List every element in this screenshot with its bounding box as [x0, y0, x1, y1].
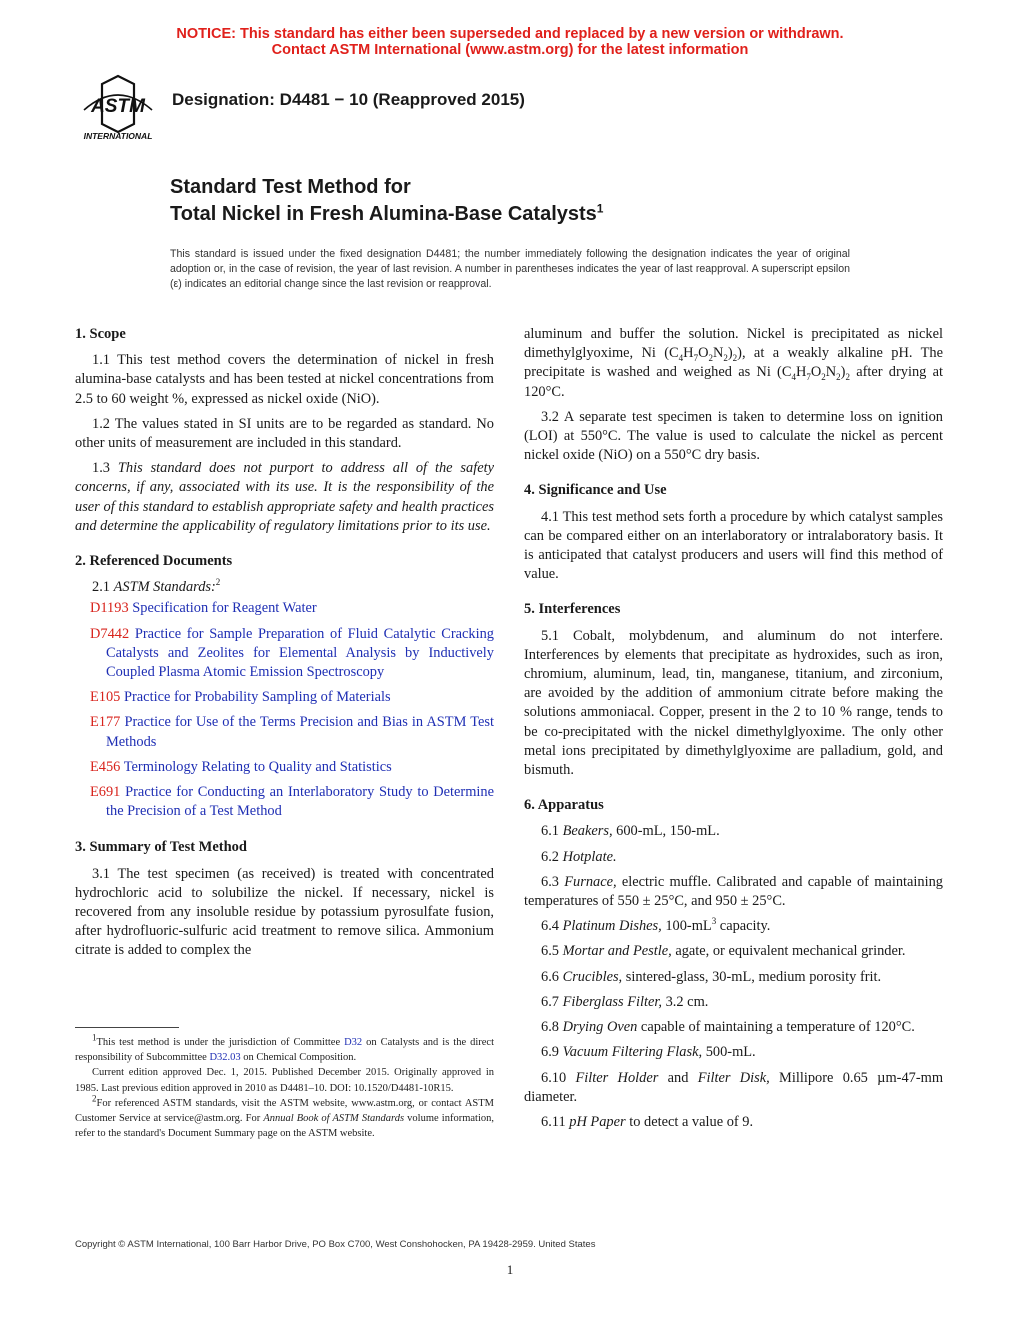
para-4-1: 4.1 This test method sets forth a procedure by which catalyst samples can be compared either on an interlaboratory or intralaboratory basis. It is anticipated that catalyst producers and users will find this method of value. — [524, 508, 943, 583]
logo-subtitle: INTERNATIONAL — [83, 131, 153, 141]
designation: Designation: D4481 − 10 (Reapproved 2015) — [172, 90, 525, 109]
astm-logo — [74, 72, 162, 142]
para-3-2: 3.2 A separate test specimen is taken to determine loss on ignition (LOI) at 550°C. The value is used to calculate the nickel as percent nickel oxide (NiO) on a 550°C dry basis. — [524, 408, 943, 464]
logo-text: ASTM — [91, 96, 145, 117]
notice-line-2: Contact ASTM International (www.astm.org) for the latest information — [271, 42, 749, 58]
apparatus-item: 6.1 Beakers, 600-mL, 150-mL. — [541, 823, 720, 840]
right-column — [524, 325, 943, 1138]
page-number: 1 — [506, 1262, 514, 1277]
section-4-heading: 4. Significance and Use — [524, 482, 667, 499]
title-line-2: Total Nickel in Fresh Alumina-Base Catalysts$^1$ — [170, 201, 604, 225]
apparatus-item: 6.6 Crucibles, sintered-glass, 30-mL, medium porosity frit. — [541, 968, 882, 985]
para-3-1-cont: aluminum and buffer the solution. Nickel is precipitated as nickel dimethylglyoxime, Ni $(C_4H_7O_2N_2)_2$), at a weakly alkaline pH. The precipitate is washed and weighed as Ni $(C_4H_7O_2N_2)_2$ after drying at 120°C. — [524, 326, 943, 400]
section-5-heading: 5. Interferences — [524, 601, 621, 618]
footnote-2: $^2$For referenced ASTM standards, visit the ASTM website, www.astm.org, or contact ASTM Customer Service at service@astm.org. For Annual Book of ASTM Standards volume information, refer to the standard's Document Summary page on the ASTM website. — [75, 1093, 494, 1140]
title-footnote-mark: 1 — [596, 201, 604, 216]
apparatus-item: 6.11 pH Paper to detect a value of 9. — [541, 1113, 754, 1130]
footnote-1-edition: Current edition approved Dec. 1, 2015. Published December 2015. Originally approved in 1985. Last previous edition approved in 2010 as D4481–10. DOI: 10.1520/D4481-10R15. — [75, 1067, 494, 1094]
ref-item[interactable]: E456 Terminology Relating to Quality and Statistics — [90, 758, 392, 775]
intro-note: This standard is issued under the fixed designation D4481; the number immediately following the designation indicates the year of original adoption or, in the case of revision, the year of last revision. A number in parentheses indicates the year of last reapproval. A superscript epsilon (ε) indicates an editorial change since the last revision or reapproval. — [170, 248, 850, 290]
footnote-rule — [75, 1027, 179, 1028]
section-3-heading: 3. Summary of Test Method — [75, 839, 247, 856]
apparatus-item: 6.9 Vacuum Filtering Flask, 500-mL. — [541, 1044, 756, 1061]
para-2-1: 2.1 ASTM Standards:$^2$ — [92, 577, 221, 596]
ref-item[interactable]: E691 Practice for Conducting an Interlaboratory Study to Determine the Precision of a Test Method — [90, 784, 494, 820]
apparatus-item: 6.5 Mortar and Pestle, agate, or equivalent mechanical grinder. — [541, 943, 906, 960]
footnotes — [75, 1032, 494, 1141]
apparatus-item: 6.10 Filter Holder and Filter Disk, Millipore 0.65 µm-47-mm diameter. — [524, 1069, 944, 1105]
footnote-1: $^1$This test method is under the jurisdiction of Committee D32 on Catalysts and is the direct responsibility of Subcommittee D32.03 on Chemical Composition. — [75, 1032, 494, 1064]
para-1-3: 1.3 This standard does not purport to address all of the safety concerns, if any, associated with its use. It is the responsibility of the user of this standard to establish appropriate safety and health practices and determine the applicability of regulatory limitations prior to its use. — [75, 460, 494, 534]
subcommittee-link[interactable]: D32.03 — [209, 1052, 241, 1064]
ref-item[interactable]: D7442 Practice for Sample Preparation of Fluid Catalytic Cracking Catalysts and Zeolites for Elemental Analysis by Inductively Coupled Plasma Atomic Emission Spectroscopy — [90, 625, 494, 681]
section-6-heading: 6. Apparatus — [524, 797, 604, 814]
para-5-1: 5.1 Cobalt, molybdenum, and aluminum do not interfere. Interferences by elements that precipitate as hydroxides, such as iron, chromium, aluminum, lead, tin, manganese, titanium, and zirconium, are avoided by the addition of ammonium citrate before making the solutions ammoniacal. Copper, present in the 2 to 10 % range, tends to be co-precipitated with the nickel dimethylglyoxime. The only other metal ions precipitated by dimethylglyoxime are palladium, gold, and bismuth. — [524, 627, 943, 779]
ref-item[interactable]: E177 Practice for Use of the Terms Precision and Bias in ASTM Test Methods — [90, 714, 494, 750]
notice-line-1: NOTICE: This standard has either been superseded and replaced by a new version or withdrawn. — [176, 26, 844, 42]
apparatus-item: 6.3 Furnace, electric muffle. Calibrated and capable of maintaining temperatures of 550 ± 25°C, and 950 ± 25°C. — [524, 873, 943, 910]
committee-link[interactable]: D32 — [344, 1037, 363, 1048]
apparatus-item: 6.2 Hotplate. — [541, 848, 617, 865]
title-line-1: Standard Test Method for — [170, 176, 411, 198]
ref-item[interactable]: D1193 Specification for Reagent Water — [90, 600, 317, 617]
notice-banner — [0, 26, 1020, 58]
left-column — [75, 325, 494, 967]
section-1-heading: 1. Scope — [75, 326, 126, 342]
para-1-2: 1.2 The values stated in SI units are to be regarded as standard. No other units of measurement are included in this standard. — [75, 415, 494, 452]
ref-item[interactable]: E105 Practice for Probability Sampling of Materials — [90, 689, 391, 706]
apparatus-item: 6.7 Fiberglass Filter, 3.2 cm. — [541, 993, 709, 1010]
copyright-line: Copyright © ASTM International, 100 Barr Harbor Drive, PO Box C700, West Conshohocken, PA 19428-2959. United States — [75, 1239, 596, 1250]
apparatus-item: 6.8 Drying Oven capable of maintaining a temperature of 120°C. — [541, 1019, 915, 1036]
para-1-1: 1.1 This test method covers the determination of nickel in fresh alumina-base catalysts and has been tested at nickel concentrations from 2.5 to 60 weight %, expressed as nickel oxide (NiO). — [75, 352, 494, 407]
apparatus-item: 6.4 Platinum Dishes, $100-mL^3$ capacity. — [541, 916, 771, 935]
para-3-1-start: 3.1 The test specimen (as received) is treated with concentrated hydrochloric acid to solubilize the nickel. If necessary, nickel is recovered from any insoluble residue by potassium pyrosulfate fusion, after hydrofluoric-sulfuric acid treatment to remove silica. Ammonium citrate is added to complex the — [75, 865, 494, 959]
section-2-heading: 2. Referenced Documents — [75, 553, 233, 570]
document-title — [170, 174, 603, 228]
